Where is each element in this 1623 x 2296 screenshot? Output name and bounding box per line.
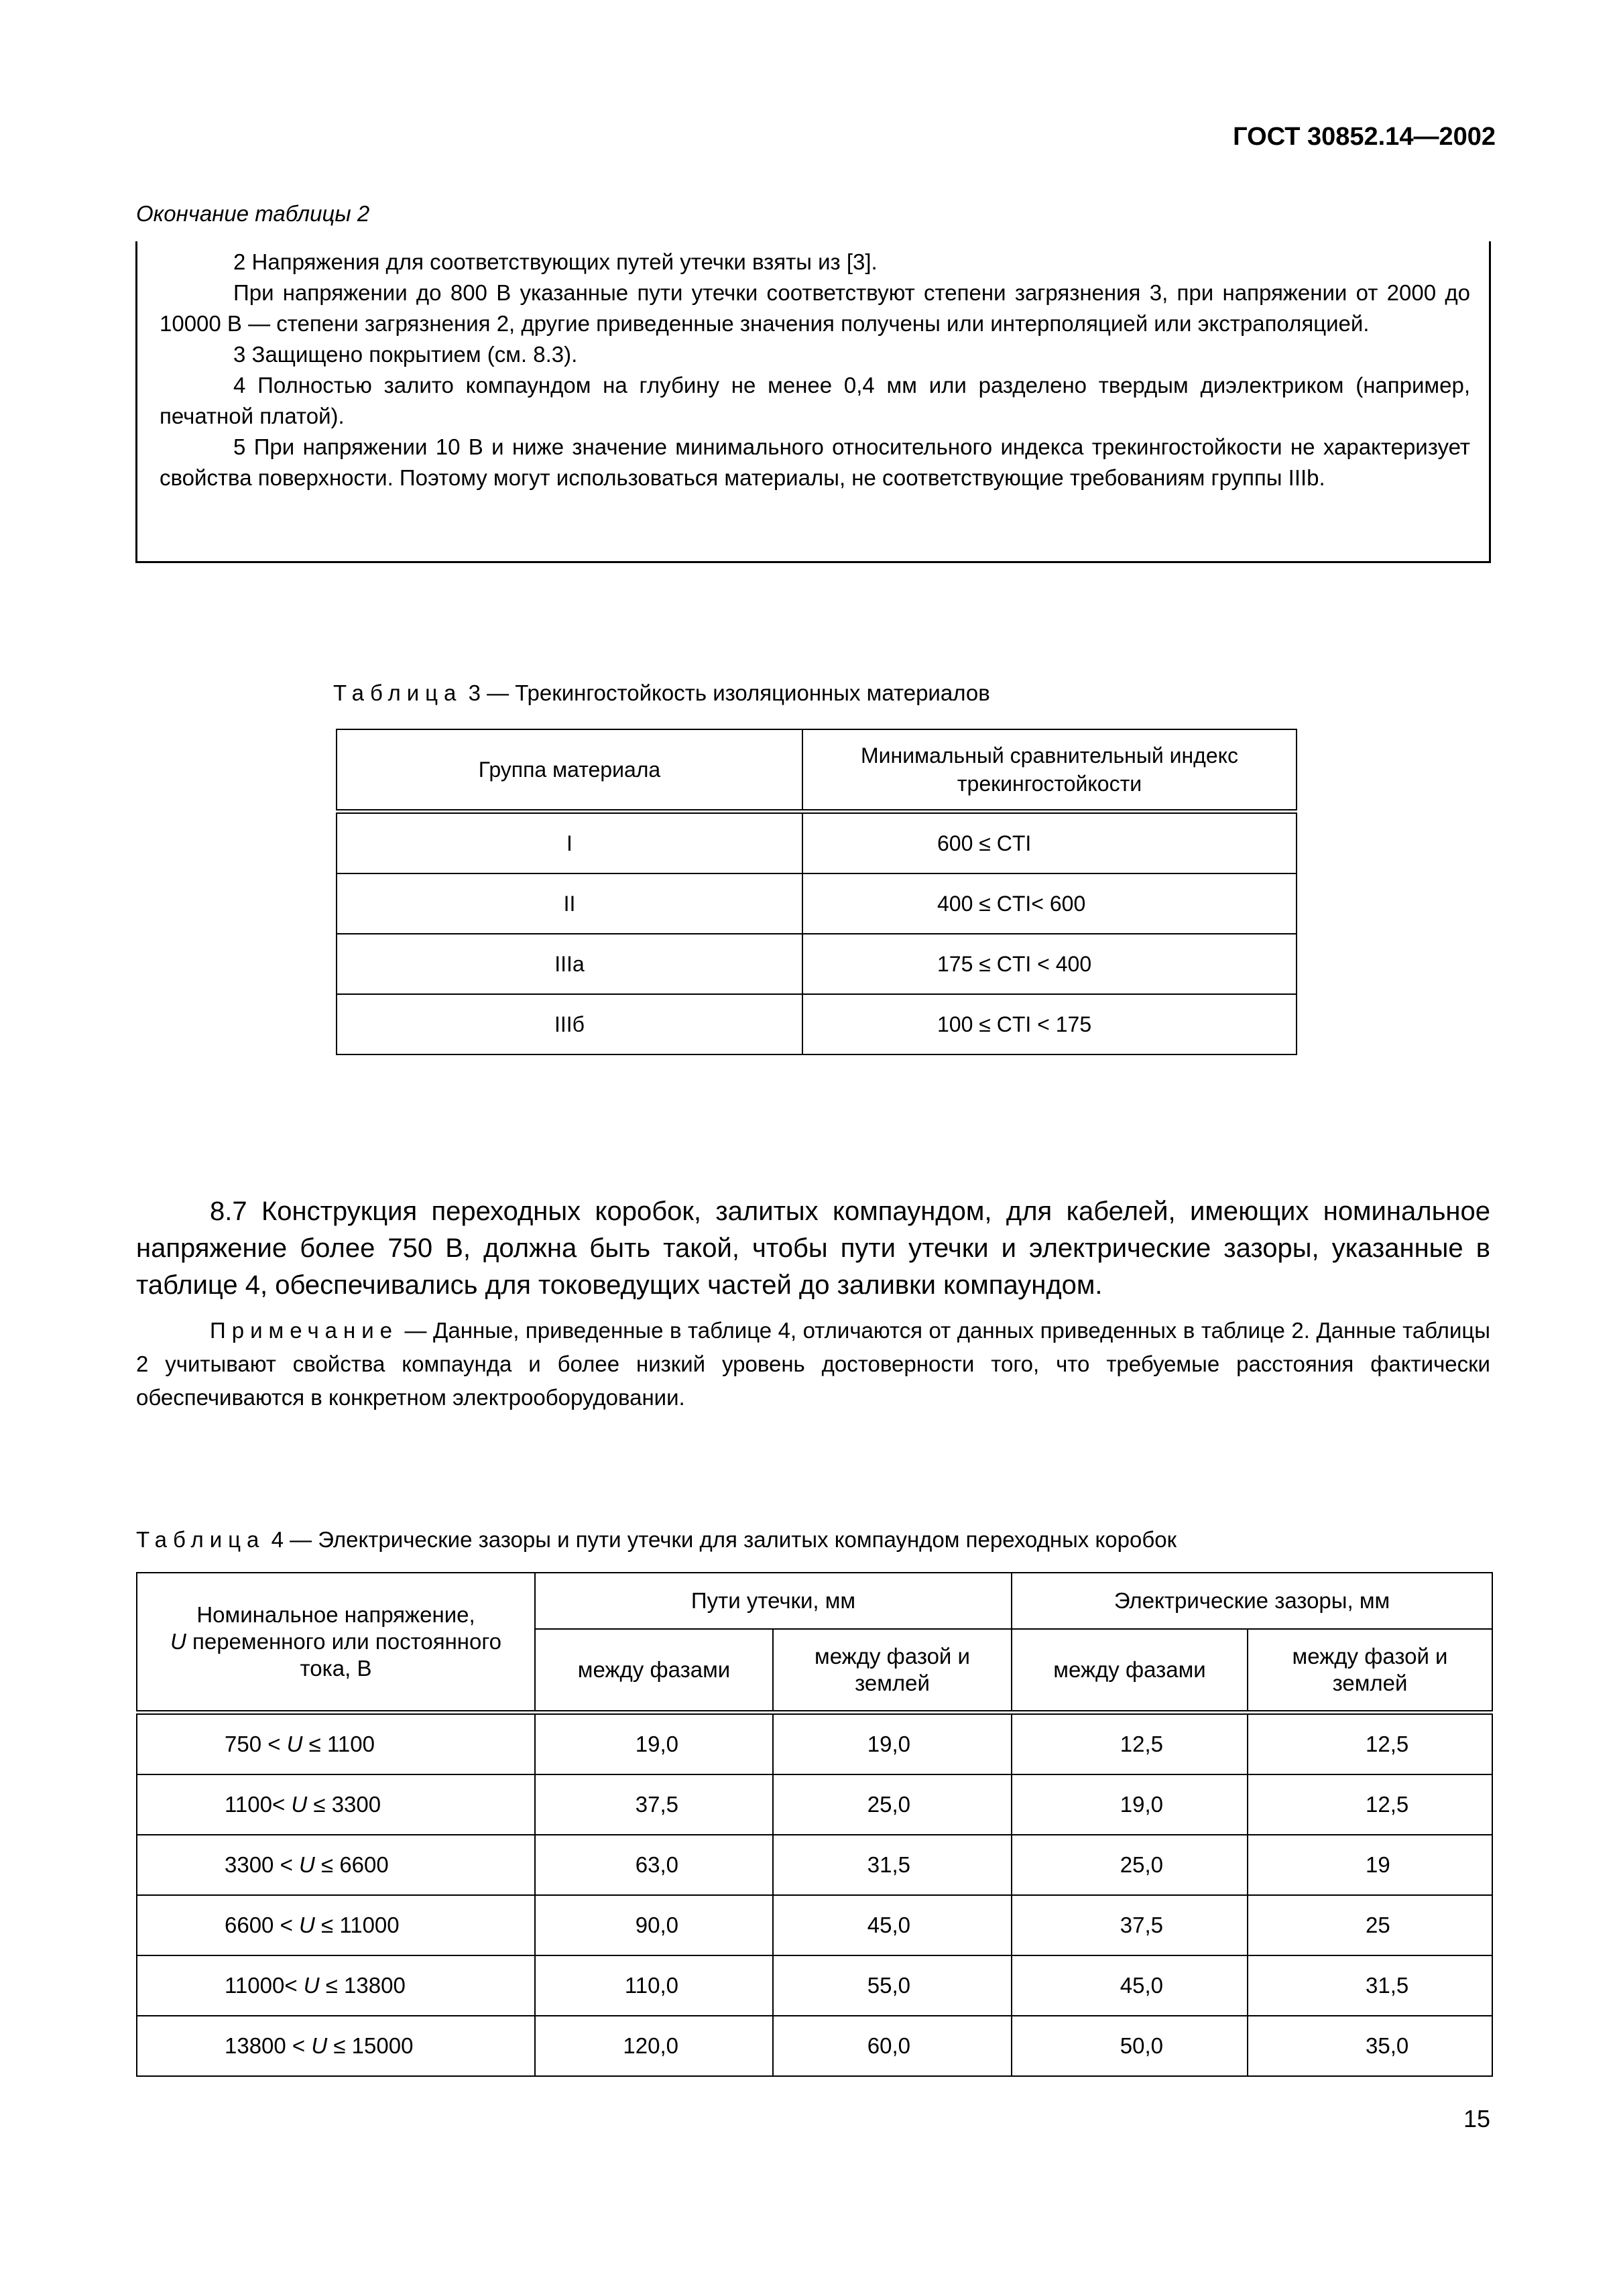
table4-cell-creepage-phase: 63,0 [535,1835,773,1895]
table3-cell-cti: 600 ≤ CTI [802,812,1297,874]
table4-caption-title: 4 — Электрические зазоры и пути утечки для залитых компаундом переходных коробок [271,1527,1177,1552]
table4-cell-clearance-phase: 50,0 [1012,2016,1248,2076]
table4-cell-creepage-phase: 37,5 [535,1774,773,1835]
voltage-upper: ≤ 3300 [307,1792,381,1817]
table-row [137,1895,1492,1955]
table4-cell-clearance-earth: 12,5 [1248,1713,1492,1775]
table4-caption-prefix: Таблица [136,1527,265,1552]
table3-cell-group: IIIб [337,994,802,1054]
table3-header-row [337,729,1297,812]
table-continuation-label: Окончание таблицы 2 [136,201,370,226]
table4-cell-voltage [137,1835,535,1895]
table4-cell-clearance-phase: 25,0 [1012,1835,1248,1895]
table4-cell-creepage-earth: 60,0 [773,2016,1012,2076]
table3-cell-group: II [337,873,802,934]
table4-cell-clearance-phase: 45,0 [1012,1955,1248,2016]
table4-cell-clearance-phase: 37,5 [1012,1895,1248,1955]
table4-cell-clearance-phase: 12,5 [1012,1713,1248,1775]
table4-header-creepage: Пути утечки, мм [535,1573,1012,1629]
table-row [337,812,1297,874]
table4-cell-creepage-phase: 120,0 [535,2016,773,2076]
table4-cell-creepage-earth: 55,0 [773,1955,1012,2016]
voltage-lower: 750 < [225,1732,287,1756]
section-8-7-note [136,1314,1490,1414]
table4-sub-clearance-phase: между фазами [1012,1629,1248,1713]
table-row [337,934,1297,994]
table3-cell-group: I [337,812,802,874]
table-row [137,1955,1492,2016]
voltage-lower: 13800 < [225,2033,312,2058]
u-symbol: U [303,1973,320,1998]
table4 [136,1572,1493,2077]
u-symbol: U [299,1913,315,1937]
table4-cell-clearance-earth: 19 [1248,1835,1492,1895]
note-2: 2 Напряжения для соответствующих путей утечки взяты из [3]. [233,249,878,274]
table4-header-voltage [137,1573,535,1713]
voltage-upper: ≤ 15000 [327,2033,414,2058]
table4-cell-creepage-phase: 90,0 [535,1895,773,1955]
table-row [137,1835,1492,1895]
table3-cell-cti: 400 ≤ CTI< 600 [802,873,1297,934]
table4-header-clearance: Электрические зазоры, мм [1012,1573,1492,1629]
table-row [137,1774,1492,1835]
note-5: 5 При напряжении 10 В и ниже значение минимального относительного индекса трекингостойкости не характеризует свойства поверхности. Поэтому могут использоваться материалы, не соответствующие требованиям группы IIIb. [160,434,1470,490]
table4-cell-voltage [137,1895,535,1955]
table4-cell-creepage-phase: 19,0 [535,1713,773,1775]
table3-cell-cti: 175 ≤ CTI < 400 [802,934,1297,994]
voltage-upper: ≤ 6600 [314,1852,389,1877]
table3 [336,729,1297,1055]
note-label: Примечание [210,1318,399,1343]
voltage-upper: ≤ 11000 [314,1913,400,1937]
table4-sub-creepage-earth: между фазой и землей [773,1629,1012,1713]
table4-cell-voltage [137,1774,535,1835]
u-symbol: U [286,1732,303,1756]
voltage-lower: 1100< [225,1792,292,1817]
table4-header-voltage-line1: Номинальное напряжение, [196,1602,475,1627]
table-row [137,1713,1492,1775]
u-symbol: U [299,1852,315,1877]
table3-header-group: Группа материала [337,729,802,812]
u-symbol: U [170,1629,186,1654]
table4-cell-clearance-earth: 35,0 [1248,2016,1492,2076]
table4-cell-clearance-phase: 19,0 [1012,1774,1248,1835]
table4-header-voltage-line2: переменного или постоянного тока, В [186,1629,502,1681]
table4-cell-creepage-earth: 25,0 [773,1774,1012,1835]
u-symbol: U [291,1792,308,1817]
voltage-lower: 3300 < [225,1852,300,1877]
table4-cell-creepage-earth: 31,5 [773,1835,1012,1895]
table4-cell-voltage [137,1713,535,1775]
table4-cell-creepage-phase: 110,0 [535,1955,773,2016]
page-number: 15 [1463,2105,1490,2132]
table3-cell-cti: 100 ≤ CTI < 175 [802,994,1297,1054]
table3-caption-prefix: Таблица [333,680,463,705]
table-row [137,2016,1492,2076]
standard-header: ГОСТ 30852.14—2002 [1233,123,1496,151]
table3-caption [333,680,990,706]
table2-notes-box [135,241,1491,563]
voltage-lower: 11000< [225,1973,304,1998]
table4-cell-creepage-earth: 45,0 [773,1895,1012,1955]
note-text: — Данные, приведенные в таблице 4, отличаются от данных приведенных в таблице 2. Данные таблицы 2 учитывают свойства компаунда и более низкий уровень достоверности того, что требуемые расстояния фактически обеспечиваются в конкретном электрооборудовании. [136,1318,1490,1410]
table4-sub-creepage-phase: между фазами [535,1629,773,1713]
table4-cell-voltage [137,1955,535,2016]
table4-cell-clearance-earth: 25 [1248,1895,1492,1955]
note-3: 3 Защищено покрытием (см. 8.3). [233,342,578,367]
note-2-detail: При напряжении до 800 В указанные пути утечки соответствуют степени загрязнения 3, при напряжении от 2000 до 10000 В — степени загрязнения 2, другие приведенные значения получены или интерполяцией или экстраполяцией. [160,280,1470,336]
voltage-upper: ≤ 13800 [319,1973,406,1998]
table4-sub-clearance-earth: между фазой и землей [1248,1629,1492,1713]
section-8-7 [136,1193,1490,1304]
voltage-lower: 6600 < [225,1913,300,1937]
table4-cell-creepage-earth: 19,0 [773,1713,1012,1775]
table3-caption-title: 3 — Трекингостойкость изоляционных материалов [468,680,990,705]
table3-header-cti: Минимальный сравнительный индекс трекингостойкости [802,729,1297,812]
voltage-upper: ≤ 1100 [302,1732,375,1756]
table-row [337,994,1297,1054]
table4-cell-clearance-earth: 31,5 [1248,1955,1492,2016]
table3-cell-group: IIIa [337,934,802,994]
table4-cell-clearance-earth: 12,5 [1248,1774,1492,1835]
note-4: 4 Полностью залито компаундом на глубину не менее 0,4 мм или разделено твердым диэлектриком (например, печатной платой). [160,373,1470,428]
section-8-7-text: 8.7 Конструкция переходных коробок, залитых компаундом, для кабелей, имеющих номинальное напряжение более 750 В, должна быть такой, чтобы пути утечки и электрические зазоры, указанные в таблице 4, обеспечивались для токоведущих частей до заливки компаундом. [136,1197,1490,1300]
table-row [337,873,1297,934]
table4-cell-voltage [137,2016,535,2076]
table4-header-row [137,1573,1492,1629]
table4-caption [136,1527,1177,1553]
u-symbol: U [311,2033,328,2058]
